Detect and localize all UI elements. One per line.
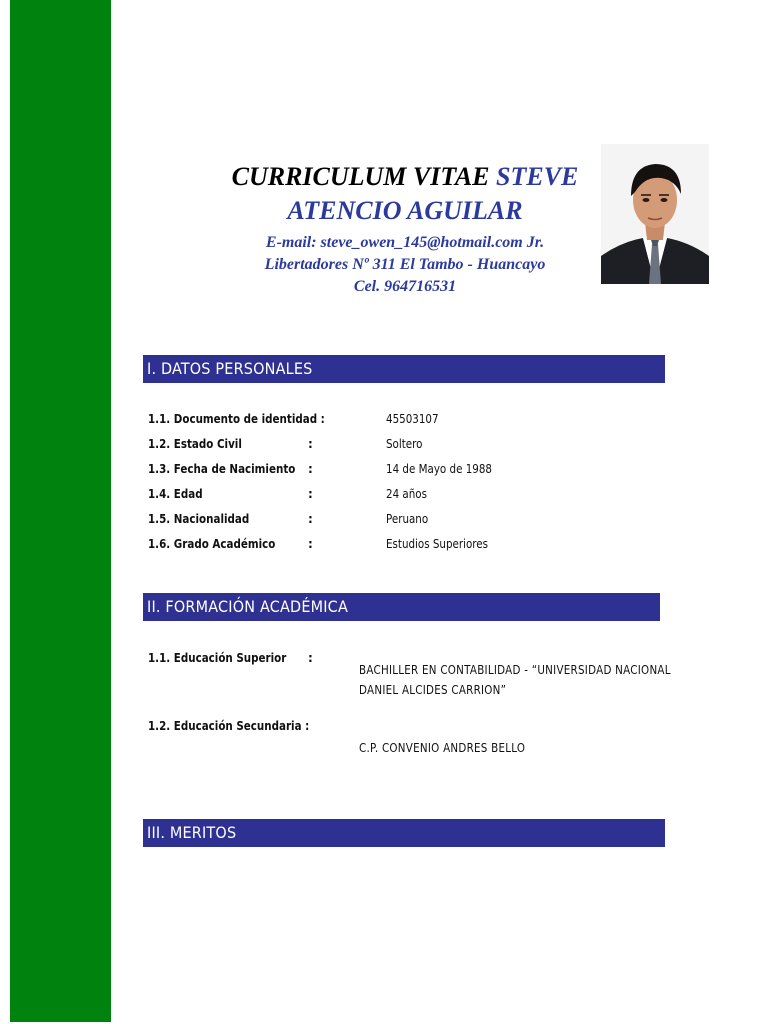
profile-photo xyxy=(601,144,709,284)
row-label: 1.4. Edad xyxy=(148,487,203,501)
contact-email: E-mail: steve_owen_145@hotmail.com Jr. xyxy=(265,234,545,251)
row-colon: : xyxy=(308,512,313,526)
section-formacion-academica: II. FORMACIÓN ACADÉMICA xyxy=(143,593,660,621)
contact-address: Libertadores Nº 311 El Tambo - Huancayo xyxy=(264,256,546,273)
row-value-line2: DANIEL ALCIDES CARRION” xyxy=(359,683,507,697)
row-colon: : xyxy=(308,437,313,451)
name-first: STEVE xyxy=(496,162,579,191)
row-label: 1.2. Estado Civil xyxy=(148,437,242,451)
row-value: Estudios Superiores xyxy=(386,537,489,551)
portrait-image xyxy=(601,144,709,284)
row-label: 1.1. Documento de identidad : xyxy=(148,412,325,426)
section-meritos: III. MERITOS xyxy=(143,819,665,847)
contact-info xyxy=(200,232,610,298)
row-colon: : xyxy=(308,651,313,665)
row-label: 1.3. Fecha de Nacimiento xyxy=(148,462,296,476)
green-side-bar xyxy=(10,0,111,1022)
cv-title xyxy=(200,160,610,194)
row-value-line1: BACHILLER EN CONTABILIDAD - “UNIVERSIDAD NACIONAL xyxy=(359,663,671,677)
row-label: 1.1. Educación Superior xyxy=(148,651,287,665)
row-label: 1.2. Educación Secundaria : xyxy=(148,719,310,733)
cv-header xyxy=(200,160,610,298)
row-value: 14 de Mayo de 1988 xyxy=(386,462,492,476)
title-prefix: CURRICULUM VITAE xyxy=(231,162,490,191)
row-colon: : xyxy=(308,487,313,501)
name-rest: ATENCIO AGUILAR xyxy=(287,196,523,225)
section-datos-personales: I. DATOS PERSONALES xyxy=(143,355,665,383)
row-value: 45503107 xyxy=(386,412,439,426)
row-colon: : xyxy=(308,462,313,476)
row-value: Soltero xyxy=(386,437,423,451)
row-value-line1: C.P. CONVENIO ANDRES BELLO xyxy=(359,741,526,755)
row-label: 1.6. Grado Académico xyxy=(148,537,276,551)
row-label: 1.5. Nacionalidad xyxy=(148,512,250,526)
contact-phone: Cel. 964716531 xyxy=(353,278,457,295)
row-colon: : xyxy=(308,537,313,551)
row-value: Peruano xyxy=(386,512,429,526)
row-value: 24 años xyxy=(386,487,427,501)
